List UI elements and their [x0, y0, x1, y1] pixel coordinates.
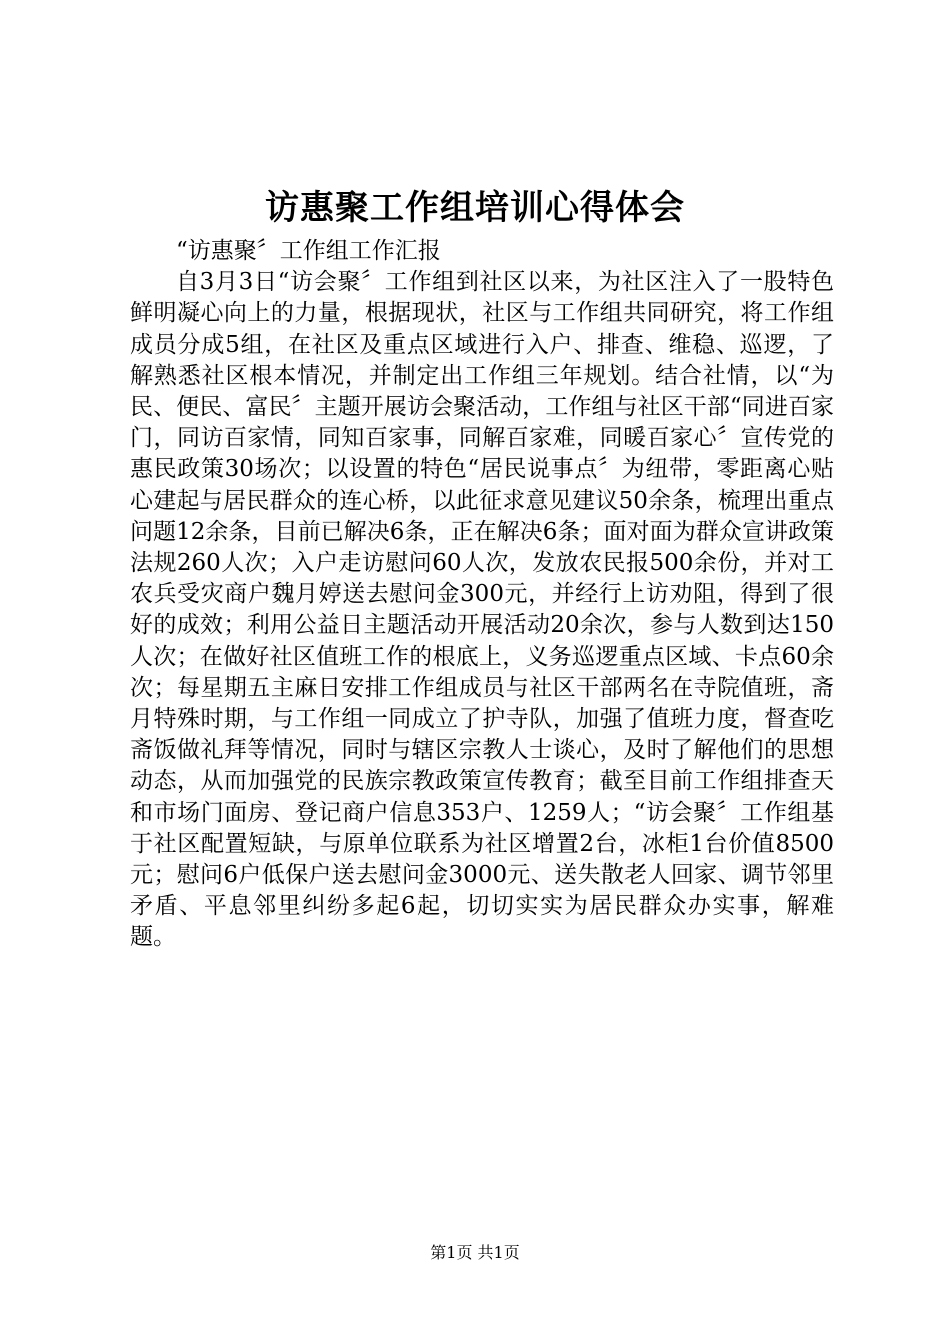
document-paragraph: 自3月3日“访会聚〞工作组到社区以来，为社区注入了一股特色鲜明凝心向上的力量，根据现状，社区与工作组共同研究，将工作组成员分成5组，在社区及重点区域进行入户、排查、维稳、巡逻，了解熟悉社区根本情况，并制定出工作组三年规划。结合社情，以“为民、便民、富民〞主题开展访会聚活动，工作组与社区干部“同进百家门，同访百家情，同知百家事，同解百家难，同暖百家心〞宣传党的惠民政策30场次；以设置的特色“居民说事点〞为纽带，零距离心贴心建起与居民群众的连心桥，以此征求意见建议50余条，梳理出重点问题12余条，目前已解决6条，正在解决6条；面对面为群众宣讲政策法规260人次；入户走访慰问60人次，发放农民报500余份，并对工农兵受灾商户魏月婷送去慰问金300元，并经行上访劝阻，得到了很好的成效；利用公益日主题活动开展活动20余次，参与人数到达150人次；在做好社区值班工作的根底上，义务巡逻重点区域、卡点60余次；每星期五主麻日安排工作组成员与社区干部两名在寺院值班，斋月特殊时期，与工作组一同成立了护寺队，加强了值班力度，督查吃斋饭做礼拜等情况，同时与辖区宗教人士谈心，及时了解他们的思想动态，从而加强党的民族宗教政策宣传教育；截至目前工作组排查天和市场门面房、登记商户信息353户、1259人；“访会聚〞工作组基于社区配置短缺，与原单位联系为社区增置2台，冰柜1台价值8500元；慰问6户低保户送去慰问金3000元、送失散老人回家、调节邻里矛盾、平息邻里纠纷多起6起，切切实实为居民群众办实事，解难题。: [130, 269, 834, 951]
document-subtitle: “访惠聚〞工作组工作汇报: [176, 238, 441, 264]
document-title: 访惠聚工作组培训心得体会: [265, 188, 685, 228]
document-body: [130, 236, 834, 954]
page-number-footer: 第1页 共1页: [430, 1243, 520, 1262]
